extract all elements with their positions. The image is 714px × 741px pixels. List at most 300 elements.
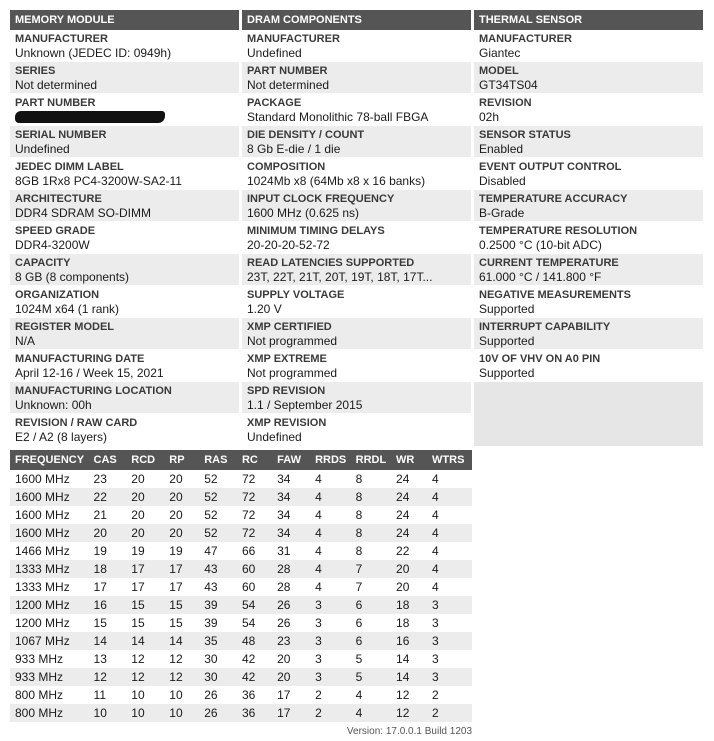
field-label: NEGATIVE MEASUREMENTS (479, 289, 631, 301)
table-cell: 20 (272, 668, 310, 686)
field-label: DIE DENSITY / COUNT (247, 129, 365, 141)
field-value: DDR4-3200W (15, 238, 90, 252)
table-cell: 15 (126, 614, 164, 632)
field-label: JEDEC DIMM LABEL (15, 161, 124, 173)
table-cell: 17 (126, 578, 164, 596)
ts-10v-of-vhv-on-a0-pin (474, 350, 703, 382)
col-header-cas: CAS (89, 450, 127, 470)
table-cell: 3 (310, 668, 351, 686)
thermal-sensor-filler (474, 382, 703, 446)
table-cell: 12 (391, 704, 427, 722)
table-cell: 4 (427, 470, 472, 488)
table-cell: 14 (126, 632, 164, 650)
col-header-rc: RC (237, 450, 272, 470)
table-cell: 3 (310, 596, 351, 614)
field-value: 02h (479, 110, 500, 124)
field-value: 20-20-20-52-72 (247, 238, 330, 252)
dram-read-latencies-supported (242, 254, 471, 286)
field-label: SUPPLY VOLTAGE (247, 289, 345, 301)
table-cell: 31 (272, 542, 310, 560)
table-cell: 2 (310, 686, 351, 704)
ts-revision (474, 94, 703, 126)
mm-jedec-dimm-label (10, 158, 239, 190)
ts-event-output-control (474, 158, 703, 190)
table-cell: 7 (351, 560, 391, 578)
field-value: Unknown (JEDEC ID: 0949h) (15, 46, 172, 60)
table-cell: 4 (310, 488, 351, 506)
table-row (10, 704, 472, 722)
dram-xmp-revision (242, 414, 471, 446)
dram-package (242, 94, 471, 126)
field-label: MINIMUM TIMING DELAYS (247, 225, 385, 237)
field-label: MANUFACTURER (479, 33, 572, 45)
table-cell: 3 (427, 632, 472, 650)
field-value: 1024M x64 (1 rank) (15, 302, 120, 316)
field-label: XMP REVISION (247, 417, 327, 429)
field-value: Disabled (479, 174, 526, 188)
dram-components-header: DRAM COMPONENTS (242, 10, 471, 30)
table-cell: 10 (126, 686, 164, 704)
table-cell: 1333 MHz (10, 560, 89, 578)
field-value: 1.20 V (247, 302, 282, 316)
dram-part-number (242, 62, 471, 94)
table-cell: 3 (427, 650, 472, 668)
table-cell: 17 (272, 704, 310, 722)
table-cell: 7 (351, 578, 391, 596)
table-cell: 24 (391, 488, 427, 506)
field-label: SPEED GRADE (15, 225, 96, 237)
dram-composition (242, 158, 471, 190)
table-cell: 12 (126, 668, 164, 686)
table-row (10, 578, 472, 596)
table-cell: 2 (427, 704, 472, 722)
field-value: Standard Monolithic 78-ball FBGA (247, 110, 429, 124)
col-header-rrdl: RRDL (351, 450, 391, 470)
table-cell: 18 (89, 560, 127, 578)
field-label: INPUT CLOCK FREQUENCY (247, 193, 395, 205)
table-cell: 26 (272, 614, 310, 632)
field-label: PART NUMBER (247, 65, 328, 77)
table-row (10, 632, 472, 650)
col-header-rcd: RCD (126, 450, 164, 470)
field-label: COMPOSITION (247, 161, 326, 173)
field-label: MANUFACTURER (15, 33, 108, 45)
table-cell: 18 (391, 596, 427, 614)
table-row (10, 524, 472, 542)
table-cell: 800 MHz (10, 686, 89, 704)
table-cell: 28 (272, 578, 310, 596)
table-cell: 14 (391, 650, 427, 668)
table-row (10, 650, 472, 668)
field-label: CAPACITY (15, 257, 71, 269)
table-cell: 23 (272, 632, 310, 650)
table-cell: 42 (237, 650, 272, 668)
table-cell: 26 (199, 704, 237, 722)
table-cell: 20 (164, 488, 199, 506)
table-cell: 20 (391, 560, 427, 578)
table-cell: 17 (164, 560, 199, 578)
table-cell: 15 (164, 614, 199, 632)
table-cell: 17 (164, 578, 199, 596)
table-row (10, 596, 472, 614)
col-header-ras: RAS (199, 450, 237, 470)
table-cell: 4 (351, 704, 391, 722)
mm-architecture (10, 190, 239, 222)
table-cell: 4 (427, 488, 472, 506)
field-value: Supported (479, 366, 535, 380)
table-cell: 12 (164, 668, 199, 686)
table-cell: 10 (164, 686, 199, 704)
table-cell: 12 (164, 650, 199, 668)
table-cell: 20 (272, 650, 310, 668)
table-cell: 54 (237, 596, 272, 614)
table-cell: 4 (351, 686, 391, 704)
field-value: Supported (479, 302, 535, 316)
mm-revision-raw-card (10, 414, 239, 446)
table-cell: 24 (391, 506, 427, 524)
field-value: Giantec (479, 46, 521, 60)
table-cell: 60 (237, 578, 272, 596)
table-row (10, 488, 472, 506)
table-cell: 3 (427, 596, 472, 614)
table-cell: 3 (310, 632, 351, 650)
field-label: ARCHITECTURE (15, 193, 102, 205)
field-value: Not determined (247, 78, 330, 92)
table-cell: 52 (199, 470, 237, 488)
table-cell: 60 (237, 560, 272, 578)
field-label: 10V OF VHV ON A0 PIN (479, 353, 601, 365)
table-cell: 36 (237, 704, 272, 722)
field-value (15, 110, 239, 126)
col-header-frequency: FREQUENCY (10, 450, 89, 470)
field-label: MANUFACTURING LOCATION (15, 385, 172, 397)
table-cell: 4 (310, 542, 351, 560)
table-cell: 10 (126, 704, 164, 722)
field-value: DDR4 SDRAM SO-DIMM (15, 206, 152, 220)
table-cell: 22 (391, 542, 427, 560)
table-cell: 8 (351, 542, 391, 560)
field-value: 23T, 22T, 21T, 20T, 19T, 18T, 17T... (247, 270, 433, 284)
table-cell: 12 (391, 686, 427, 704)
table-cell: 72 (237, 488, 272, 506)
thermal-sensor-panel (474, 10, 703, 446)
mm-series (10, 62, 239, 94)
field-value: 8GB 1Rx8 PC4-3200W-SA2-11 (15, 174, 182, 188)
table-cell: 4 (310, 578, 351, 596)
field-label: SERIES (15, 65, 56, 77)
field-value: 61.000 °C / 141.800 °F (479, 270, 602, 284)
table-cell: 2 (427, 686, 472, 704)
field-label: MODEL (479, 65, 519, 77)
table-cell: 6 (351, 596, 391, 614)
mm-part-number (10, 94, 239, 126)
table-cell: 24 (391, 524, 427, 542)
table-cell: 12 (126, 650, 164, 668)
ts-temperature-resolution (474, 222, 703, 254)
field-label: CURRENT TEMPERATURE (479, 257, 619, 269)
table-cell: 26 (199, 686, 237, 704)
table-cell: 36 (237, 686, 272, 704)
table-cell: 4 (427, 524, 472, 542)
field-value: Undefined (15, 142, 70, 156)
field-value: B-Grade (479, 206, 525, 220)
table-cell: 42 (237, 668, 272, 686)
table-cell: 14 (89, 632, 127, 650)
table-row (10, 668, 472, 686)
table-cell: 39 (199, 596, 237, 614)
memory-module-panel (10, 10, 239, 446)
field-value: 1024Mb x8 (64Mb x8 x 16 banks) (247, 174, 426, 188)
table-cell: 16 (391, 632, 427, 650)
table-cell: 20 (126, 470, 164, 488)
table-cell: 4 (310, 470, 351, 488)
table-cell: 933 MHz (10, 668, 89, 686)
table-cell: 1600 MHz (10, 488, 89, 506)
field-label: SERIAL NUMBER (15, 129, 107, 141)
col-header-faw: FAW (272, 450, 310, 470)
table-cell: 17 (272, 686, 310, 704)
table-cell: 54 (237, 614, 272, 632)
field-label: EVENT OUTPUT CONTROL (479, 161, 622, 173)
field-label: INTERRUPT CAPABILITY (479, 321, 611, 333)
field-label: TEMPERATURE RESOLUTION (479, 225, 638, 237)
table-cell: 35 (199, 632, 237, 650)
field-label: REVISION / RAW CARD (15, 417, 138, 429)
table-cell: 72 (237, 524, 272, 542)
table-cell: 15 (164, 596, 199, 614)
field-value: 8 GB (8 components) (15, 270, 130, 284)
field-label: ORGANIZATION (15, 289, 100, 301)
table-cell: 72 (237, 506, 272, 524)
mm-manufacturer (10, 30, 239, 62)
table-cell: 1067 MHz (10, 632, 89, 650)
dram-xmp-extreme (242, 350, 471, 382)
table-cell: 8 (351, 488, 391, 506)
table-cell: 10 (164, 704, 199, 722)
table-cell: 8 (351, 524, 391, 542)
col-header-wtrs: WTRS (427, 450, 472, 470)
table-cell: 20 (164, 524, 199, 542)
field-label: REGISTER MODEL (15, 321, 115, 333)
field-label: XMP CERTIFIED (247, 321, 332, 333)
field-value: E2 / A2 (8 layers) (15, 430, 108, 444)
table-cell: 1600 MHz (10, 470, 89, 488)
table-cell: 11 (89, 686, 127, 704)
table-cell: 28 (272, 560, 310, 578)
field-label: PACKAGE (247, 97, 302, 109)
table-cell: 3 (427, 614, 472, 632)
field-label: REVISION (479, 97, 532, 109)
timing-header-row (10, 450, 472, 470)
field-label: PART NUMBER (15, 97, 96, 109)
table-cell: 8 (351, 506, 391, 524)
table-cell: 20 (126, 524, 164, 542)
table-cell: 19 (89, 542, 127, 560)
field-value: GT34TS04 (479, 78, 538, 92)
table-cell: 14 (391, 668, 427, 686)
table-cell: 30 (199, 668, 237, 686)
dram-components-panel (242, 10, 471, 446)
field-value: Enabled (479, 142, 524, 156)
table-cell: 43 (199, 578, 237, 596)
mm-organization (10, 286, 239, 318)
field-value: Not programmed (247, 334, 338, 348)
table-cell: 34 (272, 470, 310, 488)
mm-speed-grade (10, 222, 239, 254)
table-cell: 52 (199, 506, 237, 524)
table-cell: 30 (199, 650, 237, 668)
table-row (10, 686, 472, 704)
table-row (10, 542, 472, 560)
col-header-rrds: RRDS (310, 450, 351, 470)
table-cell: 39 (199, 614, 237, 632)
table-cell: 22 (89, 488, 127, 506)
table-cell: 1333 MHz (10, 578, 89, 596)
thermal-sensor-header: THERMAL SENSOR (474, 10, 703, 30)
ts-interrupt-capability (474, 318, 703, 350)
table-cell: 1200 MHz (10, 614, 89, 632)
field-label: MANUFACTURER (247, 33, 340, 45)
ts-sensor-status (474, 126, 703, 158)
field-value: April 12-16 / Week 15, 2021 (15, 366, 164, 380)
table-cell: 20 (126, 506, 164, 524)
dram-minimum-timing-delays (242, 222, 471, 254)
table-cell: 4 (310, 524, 351, 542)
dram-input-clock-frequency (242, 190, 471, 222)
dram-die-density-count (242, 126, 471, 158)
memory-module-header: MEMORY MODULE (10, 10, 239, 30)
table-cell: 1466 MHz (10, 542, 89, 560)
table-cell: 5 (351, 650, 391, 668)
mm-capacity (10, 254, 239, 286)
table-cell: 43 (199, 560, 237, 578)
table-row (10, 614, 472, 632)
mm-manufacturing-location (10, 382, 239, 414)
dram-xmp-certified (242, 318, 471, 350)
table-cell: 17 (89, 578, 127, 596)
version-label: Version: 17.0.0.1 Build 1203 (346, 726, 472, 737)
table-cell: 12 (89, 668, 127, 686)
table-cell: 20 (164, 470, 199, 488)
table-cell: 15 (126, 596, 164, 614)
table-cell: 20 (126, 488, 164, 506)
table-cell: 47 (199, 542, 237, 560)
table-cell: 8 (351, 470, 391, 488)
field-value: Unknown: 00h (15, 398, 92, 412)
table-cell: 20 (164, 506, 199, 524)
field-label: TEMPERATURE ACCURACY (479, 193, 628, 205)
table-cell: 19 (126, 542, 164, 560)
redacted-part-number (15, 111, 165, 123)
table-cell: 19 (164, 542, 199, 560)
mm-register-model (10, 318, 239, 350)
table-cell: 21 (89, 506, 127, 524)
field-value: 8 Gb E-die / 1 die (247, 142, 341, 156)
field-value: Not programmed (247, 366, 338, 380)
table-cell: 24 (391, 470, 427, 488)
field-value: N/A (15, 334, 36, 348)
field-value: 1600 MHz (0.625 ns) (247, 206, 360, 220)
table-cell: 26 (272, 596, 310, 614)
dram-manufacturer (242, 30, 471, 62)
field-value: 0.2500 °C (10-bit ADC) (479, 238, 602, 252)
table-cell: 34 (272, 524, 310, 542)
table-cell: 34 (272, 488, 310, 506)
table-cell: 6 (351, 614, 391, 632)
table-row (10, 506, 472, 524)
table-cell: 20 (391, 578, 427, 596)
dram-spd-revision (242, 382, 471, 414)
table-cell: 1600 MHz (10, 524, 89, 542)
table-cell: 14 (164, 632, 199, 650)
table-cell: 800 MHz (10, 704, 89, 722)
table-cell: 3 (310, 614, 351, 632)
mm-serial-number (10, 126, 239, 158)
table-cell: 3 (310, 650, 351, 668)
col-header-rp: RP (164, 450, 199, 470)
table-cell: 4 (310, 506, 351, 524)
table-cell: 4 (427, 560, 472, 578)
table-row (10, 560, 472, 578)
field-value: 1.1 / September 2015 (247, 398, 363, 412)
field-label: SPD REVISION (247, 385, 326, 397)
ts-temperature-accuracy (474, 190, 703, 222)
table-cell: 4 (427, 506, 472, 524)
table-cell: 16 (89, 596, 127, 614)
table-cell: 4 (427, 542, 472, 560)
table-cell: 18 (391, 614, 427, 632)
field-label: MANUFACTURING DATE (15, 353, 145, 365)
field-value: Not determined (15, 78, 98, 92)
table-cell: 15 (89, 614, 127, 632)
table-cell: 17 (126, 560, 164, 578)
table-cell: 5 (351, 668, 391, 686)
table-cell: 6 (351, 632, 391, 650)
table-cell: 48 (237, 632, 272, 650)
table-cell: 1600 MHz (10, 506, 89, 524)
field-value: Supported (479, 334, 535, 348)
table-row (10, 470, 472, 488)
mm-manufacturing-date (10, 350, 239, 382)
table-cell: 66 (237, 542, 272, 560)
table-cell: 2 (310, 704, 351, 722)
table-cell: 1200 MHz (10, 596, 89, 614)
table-cell: 52 (199, 524, 237, 542)
field-label: READ LATENCIES SUPPORTED (247, 257, 415, 269)
table-cell: 4 (427, 578, 472, 596)
table-cell: 20 (89, 524, 127, 542)
field-value: Undefined (247, 430, 302, 444)
table-cell: 3 (427, 668, 472, 686)
ts-current-temperature (474, 254, 703, 286)
dram-supply-voltage (242, 286, 471, 318)
field-value: Undefined (247, 46, 302, 60)
table-cell: 52 (199, 488, 237, 506)
table-cell: 10 (89, 704, 127, 722)
table-cell: 23 (89, 470, 127, 488)
col-header-wr: WR (391, 450, 427, 470)
ts-negative-measurements (474, 286, 703, 318)
table-cell: 4 (310, 560, 351, 578)
table-cell: 34 (272, 506, 310, 524)
ts-manufacturer (474, 30, 703, 62)
field-label: SENSOR STATUS (479, 129, 571, 141)
field-label: XMP EXTREME (247, 353, 327, 365)
table-cell: 933 MHz (10, 650, 89, 668)
ts-model (474, 62, 703, 94)
table-cell: 13 (89, 650, 127, 668)
timing-table (10, 450, 472, 722)
